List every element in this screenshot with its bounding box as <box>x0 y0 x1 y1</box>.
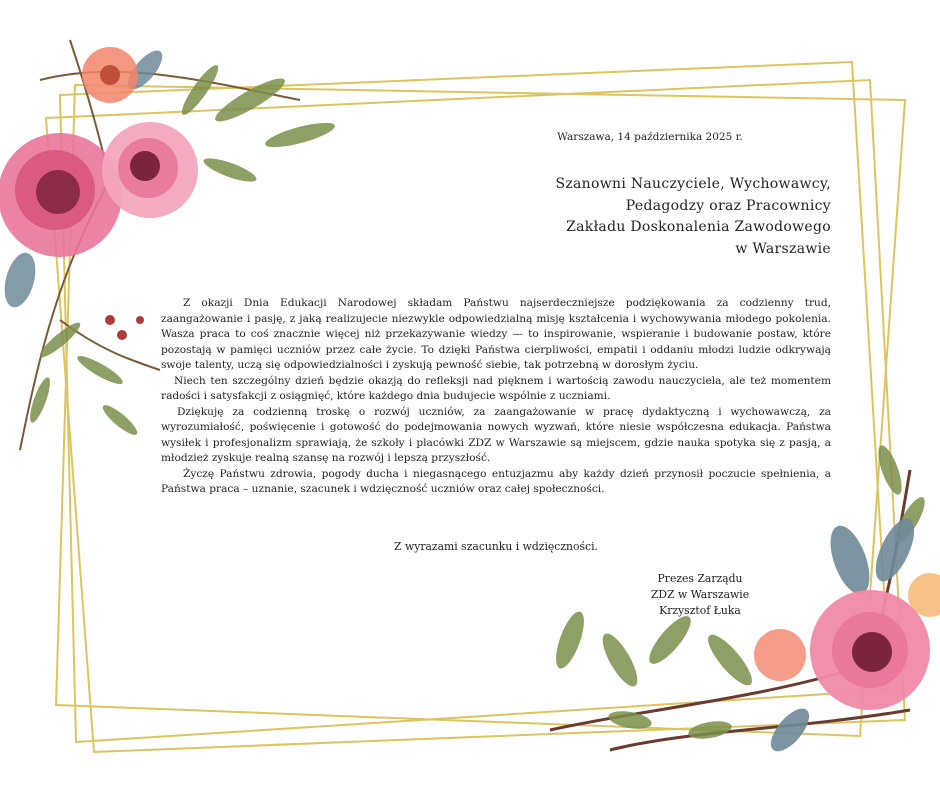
signature-block <box>630 571 770 619</box>
signature-title: Prezes Zarządu <box>657 572 743 585</box>
addressee-line: Szanowni Nauczyciele, Wychowawcy, <box>555 176 831 192</box>
closing-line: Z wyrazami szacunku i wdzięczności. <box>394 540 598 553</box>
signature-name: Krzysztof Łuka <box>659 604 741 617</box>
signature-organization: ZDZ w Warszawie <box>650 588 750 601</box>
addressee-line: Pedagodzy oraz Pracownicy <box>625 197 831 214</box>
letter-date: Warszawa, 14 października 2025 r. <box>557 131 743 143</box>
body-paragraph: Z okazji Dnia Edukacji Narodowej składam Państwu najserdeczniejsze podziękowania za codzienny trud, zaangażowanie i pasję, z jaką realizujecie niezwykle odpowiedzialną misję kształcenia i wychowywania młodego pokolenia. Wasza praca to coś znacznie więcej niż przekazywanie wiedzy — to inspirowanie, wspieranie i budowanie postaw, które pozostają w pamięci uczniów przez całe życie. To dzięki Państwa cierpliwości, empatii i oddaniu młodzi ludzie odkrywają swoje talenty, uczą się odpowiedzialności i zyskują pewność siebie, tak potrzebną w dorosłym życiu. <box>161 297 831 371</box>
body-paragraph: Życzę Państwu zdrowia, pogody ducha i niegasnącego entuzjazmu aby każdy dzień przynosił poczucie spełnienia, a Państwa praca – uznanie, szacunek i wdzięczność uczniów oraz całej społeczności. <box>161 467 831 495</box>
addressee-block <box>500 174 831 260</box>
addressee-line: w Warszawie <box>735 240 831 257</box>
addressee-line: Zakładu Doskonalenia Zawodowego <box>566 219 831 235</box>
body-paragraph: Dziękuję za codzienną troskę o rozwój uczniów, za zaangażowanie w pracę dydaktyczną i wychowawczą, za wyrozumiałość, poświęcenie i gotowość do podejmowania nowych wyzwań, które niesie współczesna edukacja. Państwa wysiłek i profesjonalizm sprawiają, że szkoły i placówki ZDZ w Warszawie są miejscem, gdzie nauka spotyka się z pasją, a młodzież zyskuje realną szansę na rozwój i lepszą przyszłość. <box>161 405 831 464</box>
letter-body <box>161 296 831 498</box>
body-paragraph: Niech ten szczególny dzień będzie okazją do refleksji nad pięknem i wartością zawodu nauczyciela, ale też momentem radości i satysfakcji z osiągnięć, które każdego dnia budujecie wspólnie z uczniami. <box>161 374 831 402</box>
